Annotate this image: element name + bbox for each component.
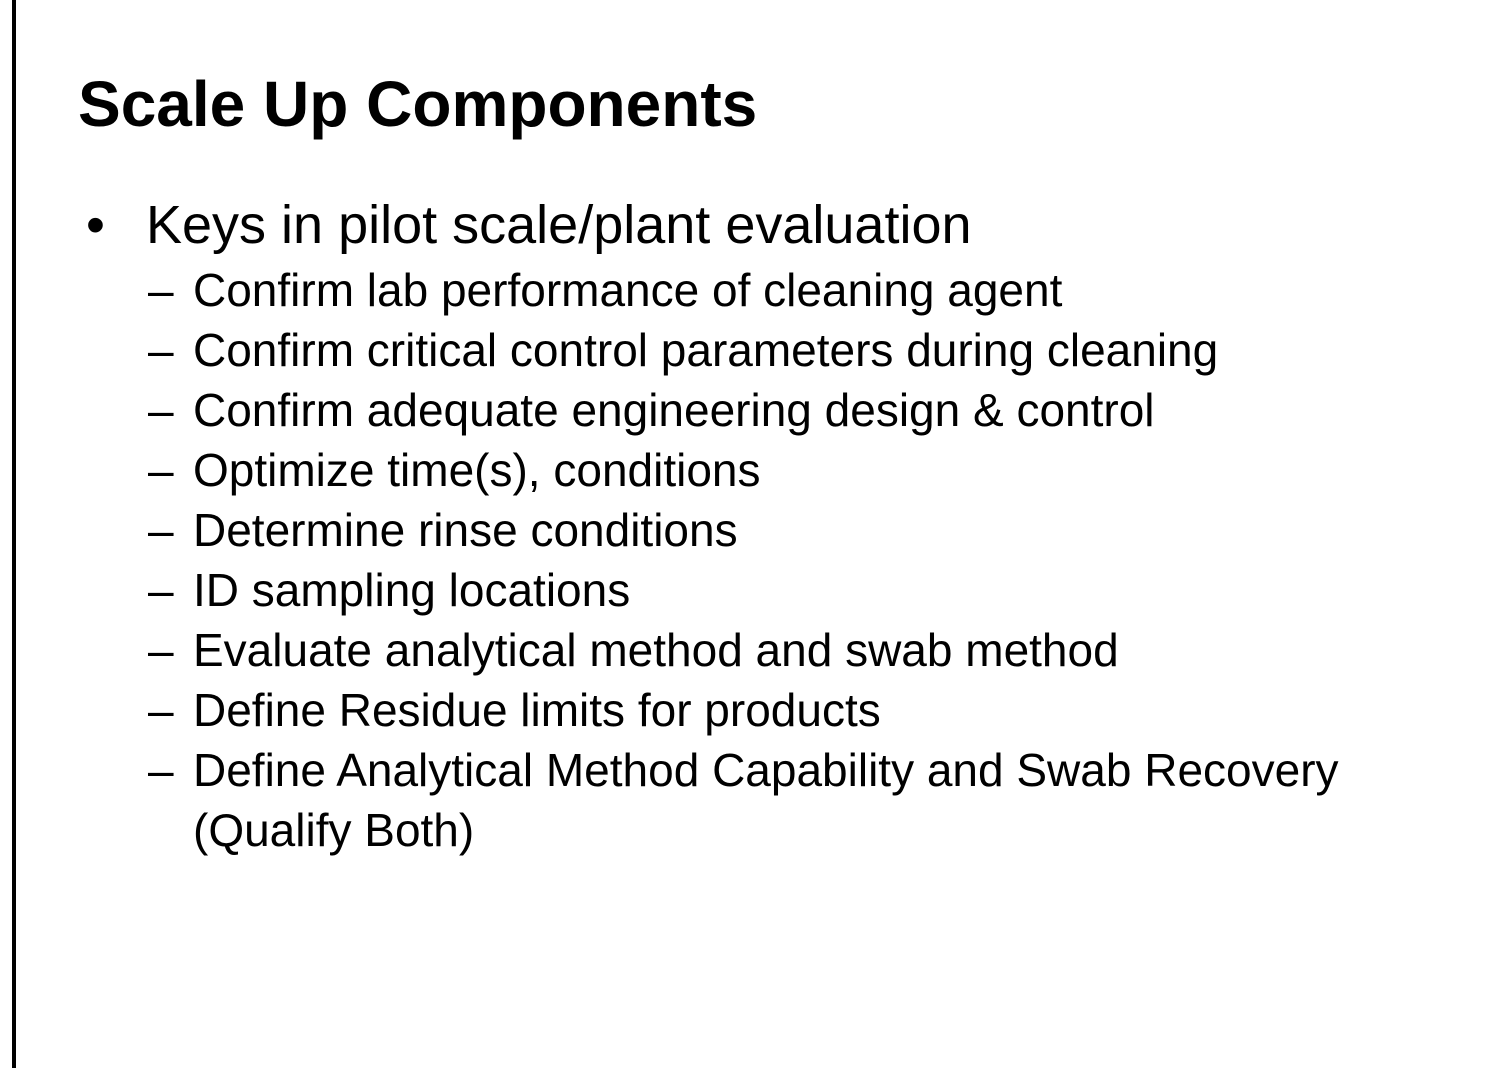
- dash-icon: –: [148, 444, 174, 496]
- dash-icon: –: [148, 384, 174, 436]
- dash-icon: –: [148, 504, 174, 556]
- dash-icon: –: [148, 324, 174, 376]
- dash-icon: –: [148, 624, 174, 676]
- dash-icon: –: [148, 264, 174, 316]
- sub-bullet-item: [148, 320, 1343, 380]
- sub-bullet-text: Evaluate analytical method and swab method: [193, 624, 1119, 676]
- slide-title: Scale Up Components: [78, 68, 758, 140]
- dash-icon: –: [148, 684, 174, 736]
- sub-bullet-item: [148, 740, 1343, 860]
- sub-bullet-item: [148, 440, 1343, 500]
- dash-icon: –: [148, 744, 174, 796]
- sub-bullet-item: [148, 500, 1343, 560]
- sub-bullet-item: [148, 680, 1343, 740]
- sub-bullet-text: Optimize time(s), conditions: [193, 444, 761, 496]
- sub-bullet-text: Define Residue limits for products: [193, 684, 881, 736]
- sub-bullet-text: Confirm critical control parameters during cleaning: [193, 324, 1219, 376]
- bullet-icon: •: [86, 195, 105, 255]
- sub-bullet-text: ID sampling locations: [193, 564, 631, 616]
- slide-left-border: [12, 0, 16, 1068]
- sub-bullet-item: [148, 380, 1343, 440]
- sub-bullet-item: [148, 260, 1343, 320]
- sub-bullet-text: Define Analytical Method Capability and Swab Recovery (Qualify Both): [193, 744, 1339, 856]
- sub-bullet-text: Confirm adequate engineering design & control: [193, 384, 1155, 436]
- dash-icon: –: [148, 564, 174, 616]
- main-bullet-text: Keys in pilot scale/plant evaluation: [146, 195, 972, 255]
- sub-bullet-text: Determine rinse conditions: [193, 504, 738, 556]
- sub-bullet-text: Confirm lab performance of cleaning agent: [193, 264, 1063, 316]
- sub-bullet-list: [148, 260, 1343, 860]
- sub-bullet-item: [148, 620, 1343, 680]
- sub-bullet-item: [148, 560, 1343, 620]
